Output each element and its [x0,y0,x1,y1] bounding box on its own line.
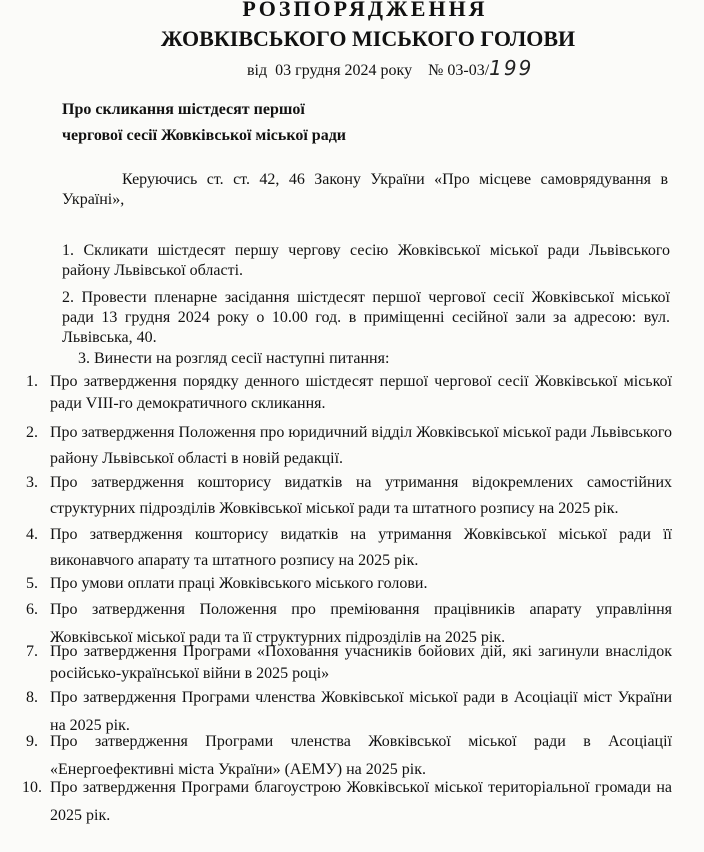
agenda-item: 7. Про затвердження Програми «Поховання учасників бойових дій, які загинули внаслідок російсько-української війни в 2025 році» [26,643,672,682]
document-subject [62,97,346,149]
agenda-item: 6. Про затвердження Положення про преміювання працівників апарату управління Жовківської міської ради та її структурних підрозділів на 2025 рік. [26,601,672,646]
agenda-item: 1. Про затвердження порядку денного шістдесят першої чергової сесії Жовківської міської ради VIII-го демократичного скликання. [26,373,672,412]
point-2: 2. Провести пленарне засідання шістдесят першої чергової сесії Жовківської міської ради 13 грудня 2024 року о 10.00 год. в приміщенні сесійної зали за адресою: вул. Львівська, 40. [62,289,670,346]
agenda-item: 3. Про затвердження кошторису видатків на утримання відокремлених самостійних структурних підрозділів Жовківської міської ради та штатного розпису на 2025 рік. [26,474,672,517]
subject-line-2: чергової сесії Жовківської міської ради [62,127,346,144]
handwritten-number: 199 [489,56,534,80]
document-issuer: ЖОВКІВСЬКОГО МІСЬКОГО ГОЛОВИ [160,26,576,51]
point-3: 3. Винести на розгляд сесії наступні питання: [78,350,390,367]
date-text: від 03 грудня 2024 року № 03-03/ [247,62,490,79]
subject-line-1: Про скликання шістдесят першої [62,101,305,118]
agenda-item: 10. Про затвердження Програми благоустрою Жовківської міської територіальної громади на 2025 рік. [22,779,672,824]
point-1: 1. Скликати шістдесят першу чергову сесію Жовківської міської ради Львівського району Львівської області. [62,242,670,279]
agenda-item: 2. Про затвердження Положення про юридичний відділ Жовківської міської ради Львівського району Львівської області в новій редакції. [26,424,672,467]
agenda-item: 9. Про затвердження Програми членства Жовківської міської ради в Асоціації «Енергоефективні міста України» (АЕМУ) на 2025 рік. [26,733,672,778]
agenda-item: 5. Про умови оплати праці Жовківського міського голови. [26,575,428,592]
agenda-item: 8. Про затвердження Програми членства Жовківської міської ради в Асоціації міст України на 2025 рік. [26,689,672,734]
document-title: РОЗПОРЯДЖЕННЯ [242,0,488,21]
date-and-number [247,56,533,80]
intro-paragraph: Керуючись ст. ст. 42, 46 Закону України «Про місцеве самоврядування в Україні», [62,171,668,208]
agenda-item: 4. Про затвердження кошторису видатків на утримання Жовківської міської ради її виконавчого апарату та штатного розпису на 2025 рік. [26,526,672,569]
